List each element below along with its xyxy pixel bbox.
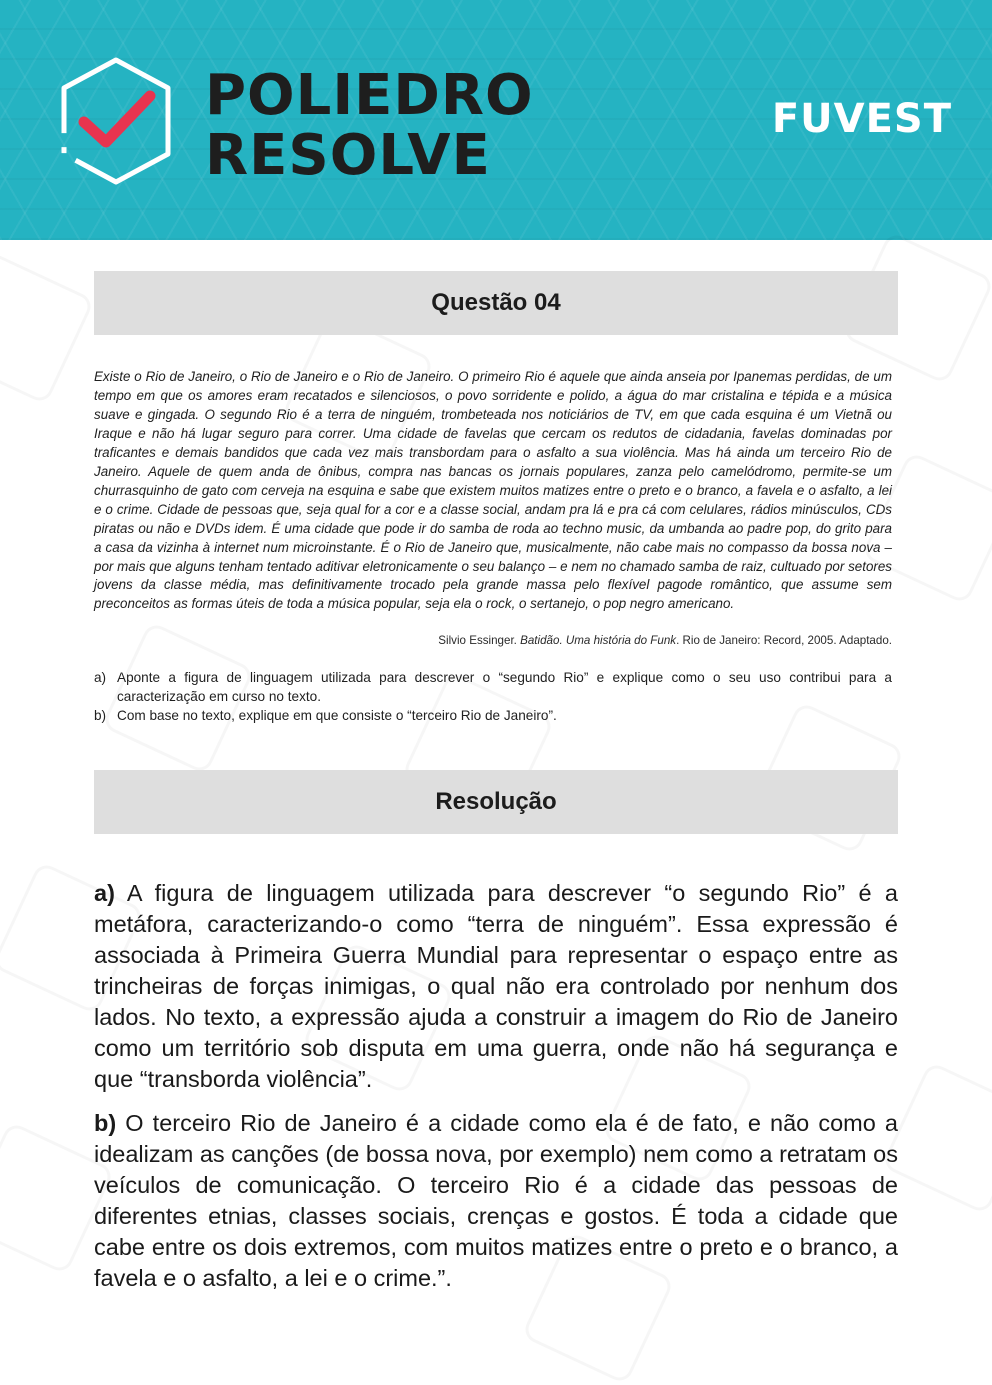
watermark-shape [0, 251, 95, 405]
logo-line-1: POLIEDRO [205, 63, 534, 128]
item-text: Aponte a figura de linguagem utilizada para descrever o “segundo Rio” e explique como o seu uso contribui para a caracterização em curso no texto. [117, 670, 892, 704]
answer-label: b) [94, 1110, 117, 1136]
resolution-title: Resolução [435, 788, 557, 815]
item-text: Com base no texto, explique em que consiste o “terceiro Rio de Janeiro”. [117, 708, 557, 723]
brand-logo-text [205, 63, 534, 188]
answer-text: A figura de linguagem utilizada para descrever “o segundo Rio” é a metáfora, caracterizando-o como “terra de ninguém”. Essa expressão é associada à Primeira Guerra Mundial para representar o espaço entre as trincheiras de forças inimigas, o qual não era controlado por nenhum dos lados. No texto, a expressão ajuda a construir a imagem do Rio de Janeiro como um território sob disputa em uma guerra, onde não há segurança e que “transborda violência”. [94, 880, 898, 1092]
resolution-title-bar [94, 770, 898, 834]
hexagon-check-icon [56, 56, 176, 186]
question-title-bar [94, 271, 898, 335]
question-item-a [94, 668, 892, 706]
header-banner [0, 0, 992, 240]
answer-label: a) [94, 880, 115, 906]
source-rest: . Rio de Janeiro: Record, 2005. Adaptado. [676, 634, 892, 647]
question-passage: Existe o Rio de Janeiro, o Rio de Janeiro e o Rio de Janeiro. O primeiro Rio é aquele que ainda anseia por Ipanemas perdidas, de um tempo em que os amores eram recatados e silenciosos, o povo sorridente e polido, a água do mar cristalina e tépida e a música suave e gingada. O segundo Rio é a terra de ninguém, trombeteada nos noticiários de TV, em que cada esquina é um Vietnã ou Iraque e não há lugar seguro para correr. Uma cidade de favelas que cercam os redutos de cidadania, favelas dominadas por traficantes e demais bandidos que cada vez mais transbordam para o asfalto a sua violência. Mas há ainda um terceiro Rio de Janeiro. Aquele de quem anda de ônibus, compra nas bancas os jornais populares, zanza pelo camelódromo, permite-se um churrasquinho de gato com cerveja na esquina e sabe que existem muitos matizes entre o preto e o branco, a favela e o asfalto, a lei e o crime. Cidade de pessoas que, seja qual for a cor e a classe social, andam pra lá e pra cá com celulares, rádios minúsculos, CDs piratas ou não e DVDs idem. É uma cidade que pode ir do samba de roda ao techno music, da umbanda ao padre pop, do grito para a casa da vizinha à internet num microinstante. É o Rio de Janeiro que, musicalmente, não cabe mais no compasso da bossa nova – por mais que alguns tenham tentado aditivar eletronicamente o seu balanço – e nem no chamado samba de raiz, cultuado por setores jovens da classe média, mas definitivamente trocado pela grande massa pelo flexível pagode romântico, que assume sem preconceitos as formas úteis de toda a música popular, seja ela o rock, o sertanejo, o pop negro americano. [94, 369, 892, 612]
question-title: Questão 04 [431, 289, 561, 316]
answer-text: O terceiro Rio de Janeiro é a cidade como ela é de fato, e não como a idealizam as canções (de bossa nova, por exemplo) nem como a retratam os veículos de comunicação. O terceiro Rio é a cidade das pessoas de diferentes etnias, classes sociais, crenças e gostos. É toda a cidade que cabe entre os dois extremos, com muitos matizes entre o preto e o branco, a favela e o asfalto, a lei e o crime.”. [94, 1110, 898, 1291]
item-letter: a) [94, 670, 107, 685]
source-author: Silvio Essinger. [438, 634, 521, 647]
source-work: Batidão. Uma história do Funk [520, 634, 677, 647]
exam-name: FUVEST [771, 96, 952, 142]
logo-line-2: RESOLVE [205, 123, 491, 188]
answer-a [94, 878, 898, 1095]
question-item-b [94, 706, 892, 725]
item-letter: b) [94, 708, 107, 723]
passage-source [438, 634, 892, 647]
answer-b [94, 1108, 898, 1294]
question-items [94, 668, 892, 725]
